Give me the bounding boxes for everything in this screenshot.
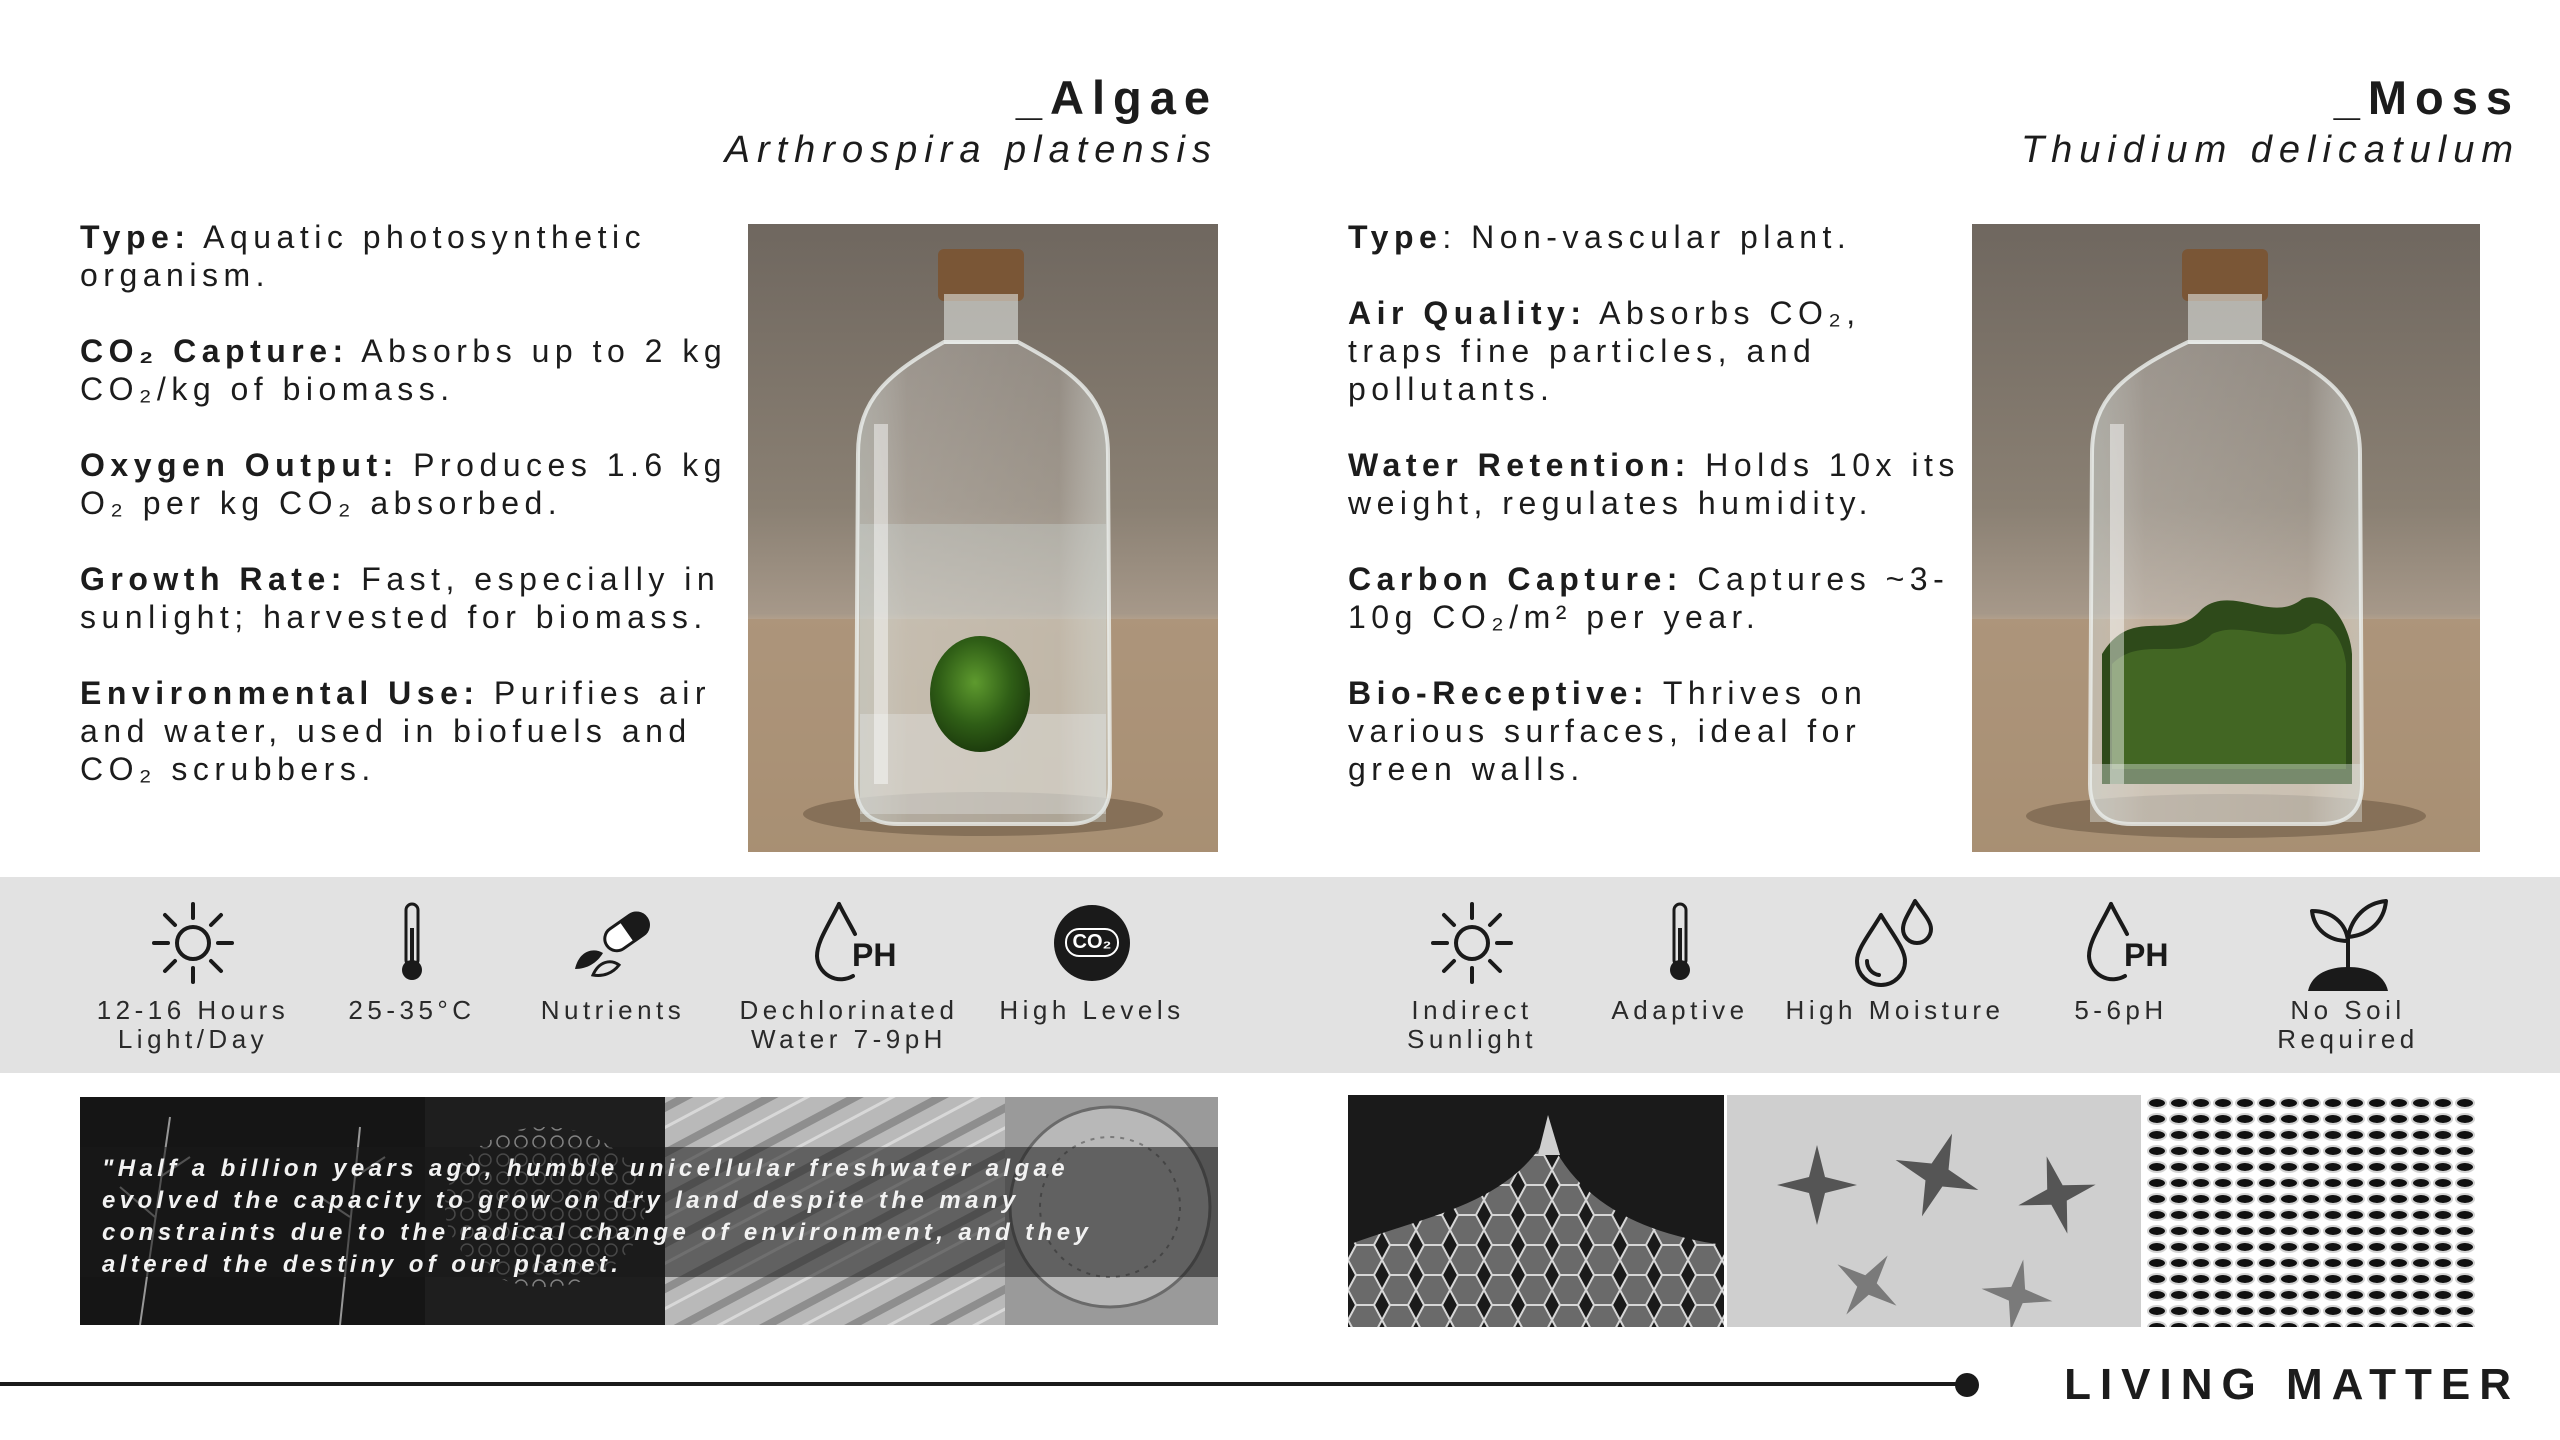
fact-text: Produces 1.6 kg O₂ per kg CO₂ absorbed. xyxy=(80,447,727,521)
fact-item xyxy=(80,674,760,788)
sprout-icon xyxy=(2233,895,2463,990)
moss-species: Thuidium delicatulum xyxy=(2020,128,2520,171)
sun-icon xyxy=(78,895,308,990)
condition-label: Dechlorinated Water 7-9pH xyxy=(739,995,959,1054)
algae-condition-nutrients xyxy=(498,895,728,1025)
fact-text: Absorbs CO₂, traps fine particles, and pollutants. xyxy=(1348,295,1861,407)
condition-label: 25-35°C xyxy=(348,995,476,1025)
sun-icon xyxy=(1357,895,1587,990)
fact-label: Carbon Capture: xyxy=(1348,561,1683,597)
condition-label: Indirect Sunlight xyxy=(1407,995,1537,1054)
algae-species: Arthrospira platensis xyxy=(724,128,1218,171)
fact-label: Type xyxy=(1348,219,1443,255)
moss-condition-soil xyxy=(2233,895,2463,1054)
moss-condition-light xyxy=(1357,895,1587,1054)
footer-title: LIVING MATTER xyxy=(2064,1360,2520,1409)
thermometer-icon xyxy=(297,895,527,990)
fact-text: : Non-vascular plant. xyxy=(1442,219,1852,255)
fact-item xyxy=(1348,446,1968,522)
water-drops-icon xyxy=(1780,895,2010,990)
moss-title-block xyxy=(2021,72,2520,173)
fact-text: Thrives on various surfaces, ideal for green walls. xyxy=(1348,675,1868,787)
condition-label: Adaptive xyxy=(1611,995,1749,1025)
algae-quote: "Half a billion years ago, humble unicellular freshwater algae evolved the capacity to grow on dry land despite the many constraints due to the radical change of environment, and they altered the destiny of our planet. xyxy=(80,1147,1218,1277)
condition-label: No Soil Required xyxy=(2277,995,2419,1054)
condition-label: 12-16 Hours Light/Day xyxy=(96,995,290,1054)
footer-rule xyxy=(0,1382,1968,1386)
algae-condition-temperature xyxy=(297,895,527,1025)
fact-item xyxy=(1348,674,1968,788)
fact-text: Aquatic photosynthetic organism. xyxy=(80,219,647,293)
moss-facts xyxy=(1348,218,1968,826)
algae-microscopy-mosaic xyxy=(80,1097,1218,1325)
algae-title-block xyxy=(725,72,1218,173)
fact-label: Air Quality: xyxy=(1348,295,1587,331)
moss-microscopy-leaves xyxy=(1727,1095,2141,1327)
footer-rule-dot xyxy=(1955,1373,1979,1397)
moss-microscopy-cells xyxy=(1348,1095,1724,1327)
ph-drop-icon xyxy=(2006,895,2236,990)
moss-condition-moisture xyxy=(1780,895,2010,1025)
condition-label: High Levels xyxy=(999,995,1185,1025)
fact-item xyxy=(80,332,760,408)
moss-bottle-photo xyxy=(1972,224,2480,852)
fact-label: Water Retention: xyxy=(1348,447,1691,483)
ph-text: PH xyxy=(2124,937,2169,973)
moss-microscopy-texture xyxy=(2146,1095,2476,1327)
co2-icon xyxy=(977,895,1207,990)
fact-item xyxy=(1348,218,1968,256)
fact-item xyxy=(80,218,760,294)
fact-label: CO₂ Capture: xyxy=(80,333,349,369)
algae-title: _Algae xyxy=(1015,71,1218,124)
fact-label: Type: xyxy=(80,219,191,255)
algae-condition-light xyxy=(78,895,308,1054)
fact-item xyxy=(1348,294,1968,408)
nutrients-capsule-icon xyxy=(498,895,728,990)
fact-label: Oxygen Output: xyxy=(80,447,399,483)
condition-label: 5-6pH xyxy=(2074,995,2168,1025)
algae-condition-co2 xyxy=(977,895,1207,1025)
fact-item xyxy=(80,446,760,522)
fact-text: Holds 10x its weight, regulates humidity. xyxy=(1348,447,1960,521)
condition-label: Nutrients xyxy=(540,995,686,1025)
moss-title: _Moss xyxy=(2333,71,2520,124)
co2-text: CO₂ xyxy=(1065,928,1120,957)
moss-condition-ph xyxy=(2006,895,2236,1025)
fact-item xyxy=(1348,560,1968,636)
moss-condition-temperature xyxy=(1565,895,1795,1025)
fact-label: Growth Rate: xyxy=(80,561,347,597)
fact-item xyxy=(80,560,760,636)
thermometer-icon xyxy=(1565,895,1795,990)
algae-bottle-photo xyxy=(748,224,1218,852)
fact-text: Captures ~3-10g CO₂/m² per year. xyxy=(1348,561,1950,635)
fact-label: Environmental Use: xyxy=(80,675,480,711)
ph-text: PH xyxy=(852,937,897,973)
algae-facts xyxy=(80,218,760,826)
fact-text: Fast, especially in sunlight; harvested for biomass. xyxy=(80,561,721,635)
algae-condition-water xyxy=(734,895,964,1054)
fact-text: Purifies air and water, used in biofuels and CO₂ scrubbers. xyxy=(80,675,712,787)
fact-text: Absorbs up to 2 kg CO₂/kg of biomass. xyxy=(80,333,728,407)
condition-label: High Moisture xyxy=(1785,995,2005,1025)
ph-drop-icon xyxy=(734,895,964,990)
fact-label: Bio-Receptive: xyxy=(1348,675,1650,711)
